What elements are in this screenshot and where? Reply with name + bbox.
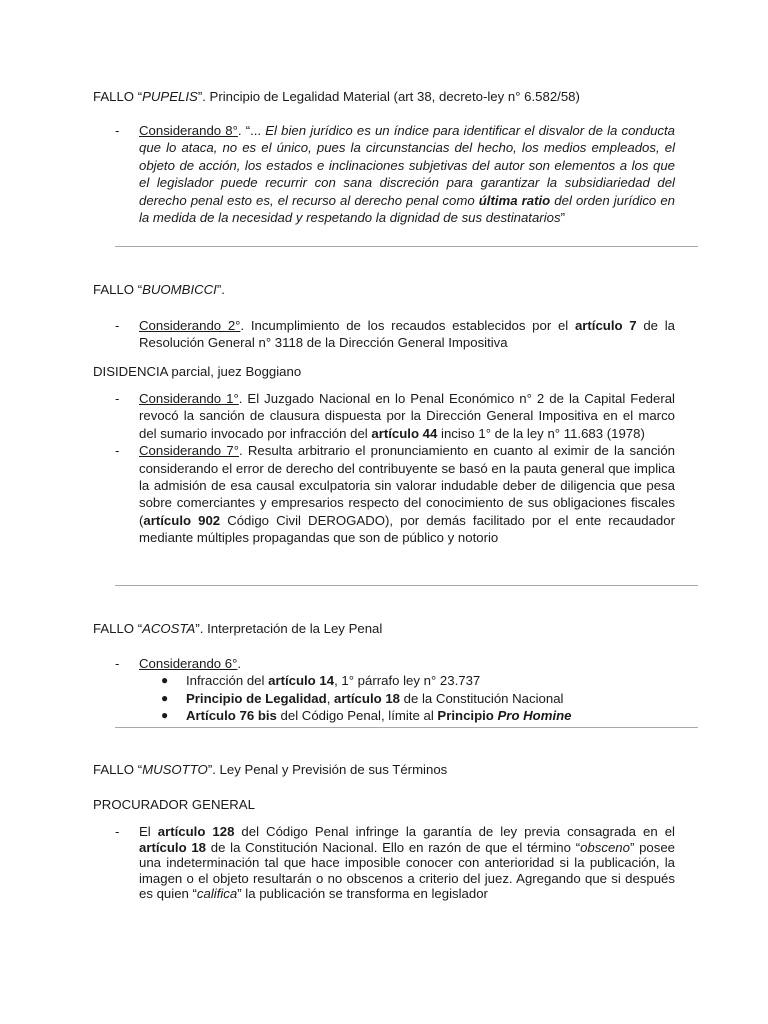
heading-prefix: FALLO “ bbox=[93, 89, 143, 104]
considerando-label: Considerando 1° bbox=[139, 391, 239, 406]
case-name: ACOSTA bbox=[142, 621, 196, 636]
bold-text: artículo 128 bbox=[157, 824, 235, 839]
bold-italic-text: Pro Homine bbox=[497, 708, 572, 724]
considerando-label: Considerando 6° bbox=[139, 656, 238, 671]
text: , bbox=[326, 690, 335, 706]
dash-marker: - bbox=[115, 824, 120, 839]
list-item bbox=[93, 655, 675, 672]
fallo-musotto-heading bbox=[93, 761, 447, 778]
text: . bbox=[237, 656, 242, 671]
text: . “... bbox=[237, 123, 266, 138]
italic-text: obsceno bbox=[580, 839, 630, 855]
text: de la Constitución Nacional. Ello en razón de que el término “ bbox=[206, 839, 581, 855]
section-divider bbox=[115, 727, 698, 728]
bold-text: Artículo 76 bis bbox=[186, 708, 277, 724]
heading-suffix: ”. bbox=[216, 282, 225, 297]
list-item bbox=[93, 122, 675, 226]
fallo-pupelis-heading bbox=[93, 88, 580, 105]
bold-text: artículo 7 bbox=[574, 318, 637, 333]
quote-text: El bien jurídico es un índice para identificar el disvalor de la conducta que lo ataca, no es el único, pues la circunstancias del hecho, los medios empleados, el objeto de acción, los estados e inclinaciones subjetivas del autor son elementos a los que el legislador puede recurrir con sana discreción para garantizar la subsidiariedad del derecho penal esto es, el recurso al derecho penal como bbox=[139, 123, 676, 208]
heading-suffix: ”. Principio de Legalidad Material (art 38, decreto-ley n° 6.582/58) bbox=[197, 89, 580, 104]
quote-bold: última ratio bbox=[478, 192, 551, 208]
bullet-item bbox=[93, 690, 675, 707]
dash-marker: - bbox=[115, 123, 120, 138]
dash-marker: - bbox=[115, 391, 120, 406]
quote-text: del orden jurídico en la medida de la necesidad y respetando la dignidad de sus destinatarios bbox=[139, 192, 675, 226]
bullet-item bbox=[93, 707, 675, 724]
dash-marker: - bbox=[115, 443, 120, 459]
considerando-label: Considerando 7° bbox=[139, 443, 239, 459]
text: de la Resolución General n° 3118 de la Dirección General Impositiva bbox=[139, 318, 675, 351]
text: . El Juzgado Nacional en lo Penal Económico n° 2 de la Capital Federal revocó la sanción de clausura dispuesta por la Dirección General Impositiva en el marco del sumario invocado por infracción del bbox=[139, 391, 675, 441]
text: El bbox=[139, 824, 158, 839]
bullet-icon: ● bbox=[161, 708, 169, 723]
bold-text: artículo 44 bbox=[371, 425, 438, 441]
list-item bbox=[93, 824, 675, 902]
heading-suffix: ”. Ley Penal y Previsión de sus Términos bbox=[207, 762, 448, 777]
bold-text: artículo 14 bbox=[268, 673, 335, 689]
bold-text: Principio bbox=[437, 708, 498, 724]
pupelis-list bbox=[93, 122, 675, 226]
text: ” la publicación se transforma en legislador bbox=[237, 886, 488, 902]
text: Infracción del bbox=[186, 673, 269, 689]
considerando-label: Considerando 8° bbox=[139, 123, 238, 138]
bold-text: artículo 18 bbox=[139, 839, 207, 855]
bold-text: artículo 18 bbox=[334, 690, 400, 706]
buombicci-list bbox=[93, 317, 675, 352]
text: ” bbox=[560, 210, 565, 226]
heading-prefix: FALLO “ bbox=[93, 762, 143, 777]
text: , 1° párrafo ley n° 23.737 bbox=[334, 673, 481, 689]
case-name: PUPELIS bbox=[142, 89, 198, 104]
dissent-list bbox=[93, 390, 675, 547]
text: . Incumplimiento de los recaudos establecidos por el bbox=[240, 318, 575, 333]
case-name: MUSOTTO bbox=[142, 762, 208, 777]
list-item bbox=[93, 442, 675, 546]
section-divider bbox=[115, 585, 698, 586]
heading-prefix: FALLO “ bbox=[93, 621, 143, 636]
text: inciso 1° de la ley n° 11.683 (1978) bbox=[437, 425, 645, 441]
dissent-heading: DISIDENCIA parcial, juez Boggiano bbox=[93, 364, 302, 379]
considerando-label: Considerando 2° bbox=[139, 318, 241, 333]
bold-text: artículo 902 bbox=[143, 512, 221, 528]
musotto-list bbox=[93, 824, 675, 902]
bullet-icon: ● bbox=[161, 690, 169, 705]
list-item bbox=[93, 317, 675, 352]
fallo-buombicci-heading bbox=[93, 281, 225, 298]
text: Código Civil DEROGADO), por demás facilitado por el ente recaudador mediante múltiples propagandas que son de público y notorio bbox=[139, 512, 675, 546]
section-divider bbox=[115, 246, 698, 247]
heading-suffix: ”. Interpretación de la Ley Penal bbox=[195, 621, 383, 636]
list-item bbox=[93, 390, 675, 442]
fallo-acosta-heading bbox=[93, 620, 382, 637]
bold-text: Principio de Legalidad bbox=[186, 690, 327, 706]
text: ” posee una indeterminación tal que hace imposible conocer con anterioridad si la publicación, la imagen o el objeto resultarán o no obscenos a criterio del juez. Agregando que si después es quien “ bbox=[139, 839, 675, 902]
case-name: BUOMBICCI bbox=[142, 282, 217, 297]
text: . Resulta arbitrario el pronunciamiento en cuanto al eximir de la sanción considerando el error de derecho del contribuyente se basó en la pauta general que implica la admisión de esa causal exculpatoria sin valorar indudable deber de diligencia que pesa sobre comerciantes y empresarios respecto del conocimiento de sus obligaciones fiscales ( bbox=[139, 443, 676, 528]
text: del Código Penal infringe la garantía de ley previa consagrada en el bbox=[234, 824, 675, 839]
dash-marker: - bbox=[115, 656, 120, 671]
dash-marker: - bbox=[115, 318, 120, 333]
heading-prefix: FALLO “ bbox=[93, 282, 143, 297]
italic-text: califica bbox=[196, 886, 238, 902]
bullet-item bbox=[93, 672, 675, 689]
acosta-list bbox=[93, 655, 675, 725]
text: de la Constitución Nacional bbox=[400, 690, 564, 706]
bullet-icon: ● bbox=[161, 673, 169, 688]
procurador-heading: PROCURADOR GENERAL bbox=[93, 797, 255, 812]
text: del Código Penal, límite al bbox=[276, 708, 438, 724]
